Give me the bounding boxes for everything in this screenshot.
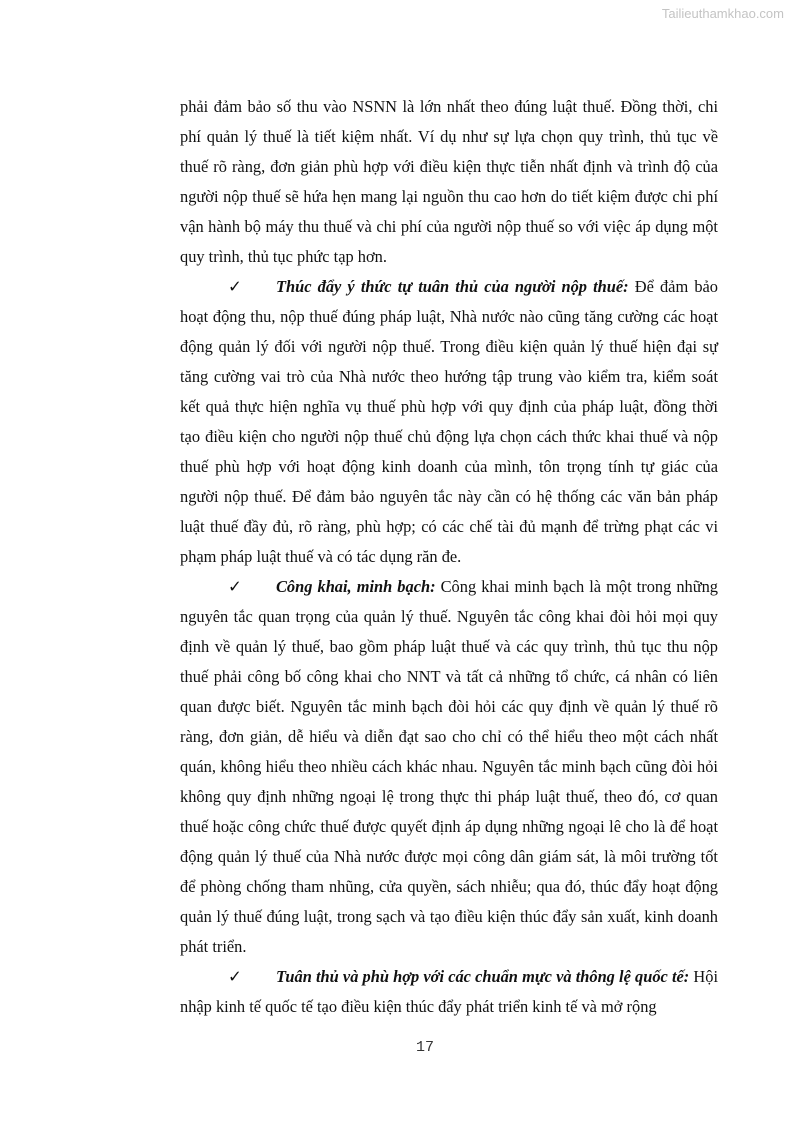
paragraph (180, 572, 718, 962)
checkmark-icon: ✓ (228, 967, 242, 986)
checkmark-icon: ✓ (228, 277, 242, 296)
page-number: 17 (415, 1039, 434, 1056)
paragraph-text: Công khai minh bạch là một trong những nguyên tắc quan trọng của quản lý thuế. Nguyên tắc công khai đòi hỏi mọi quy định về quản lý thuế, bao gồm pháp luật thuế và các quy trình, thủ tục thu nộp thuế phải công bố công khai cho NNT và tất cả những tổ chức, cá nhân có liên quan được biết. Nguyên tắc minh bạch đòi hỏi các quy định về quản lý thuế rõ ràng, đơn giản, dễ hiểu và diễn đạt sao cho chỉ có thể hiểu theo một cách nhất quán, không hiểu theo nhiều cách khác nhau. Nguyên tắc minh bạch cũng đòi hỏi không quy định những ngoại lệ trong thực thi pháp luật thuế, theo đó, cơ quan thuế hoặc công chức thuế được quyết định áp dụng những ngoại lê cho là để hoạt động quản lý thuế của Nhà nước được mọi công dân giám sát, là môi trường tốt để phòng chống tham nhũng, cửa quyền, sách nhiễu; qua đó, thúc đẩy hoạt động quản lý thuế đúng luật, trong sạch và tạo điều kiện thúc đẩy sản xuất, kinh doanh phát triển. (180, 577, 718, 956)
paragraph-lead: Thúc đẩy ý thức tự tuân thủ của người nộp thuế: (276, 277, 629, 296)
paragraph (180, 962, 718, 1022)
paragraph-text: Để đảm bảo hoạt động thu, nộp thuế đúng pháp luật, Nhà nước nào cũng tăng cường các hoạt động quản lý đối với người nộp thuế. Trong điều kiện quản lý thuế hiện đại sự tăng cường vai trò của Nhà nước theo hướng tập trung vào kiểm tra, kiểm soát kết quả thực hiện nghĩa vụ thuế phù hợp với quy định của pháp luật, đồng thời tạo điều kiện cho người nộp thuế chủ động lựa chọn cách thức khai thuế và nộp thuế phù hợp với hoạt động kinh doanh của mình, tôn trọng tính tự giác của người nộp thuế. Để đảm bảo nguyên tắc này cần có hệ thống các văn bản pháp luật thuế đầy đủ, rõ ràng, phù hợp; có các chế tài đủ mạnh để trừng phạt các vi phạm pháp luật thuế và có tác dụng răn đe. (180, 277, 718, 566)
paragraph-lead: Tuân thủ và phù hợp với các chuẩn mực và thông lệ quốc tế: (276, 967, 690, 986)
paragraph-lead: Công khai, minh bạch: (276, 577, 436, 596)
watermark: Tailieuthamkhao.com (661, 6, 784, 21)
paragraph (180, 272, 718, 572)
paragraph-text: phải đảm bảo số thu vào NSNN là lớn nhất theo đúng luật thuế. Đồng thời, chi phí quản lý thuế là tiết kiệm nhất. Ví dụ như sự lựa chọn quy trình, thủ tục về thuế rõ ràng, đơn giản phù hợp với điều kiện thực tiễn nhất định và trình độ của người nộp thuế sẽ hứa hẹn mang lại nguồn thu cao hơn do tiết kiệm được chi phí vận hành bộ máy thu thuế và chi phí của người nộp thuế so với việc áp dụng một quy trình, thủ tục phức tạp hơn. (180, 97, 718, 266)
document-body (180, 92, 718, 1022)
paragraph (180, 92, 718, 272)
paragraph-text: Hội nhập kinh tế quốc tế tạo điều kiện thúc đẩy phát triển kinh tế và mở rộng (180, 967, 718, 1016)
checkmark-icon: ✓ (228, 577, 242, 596)
